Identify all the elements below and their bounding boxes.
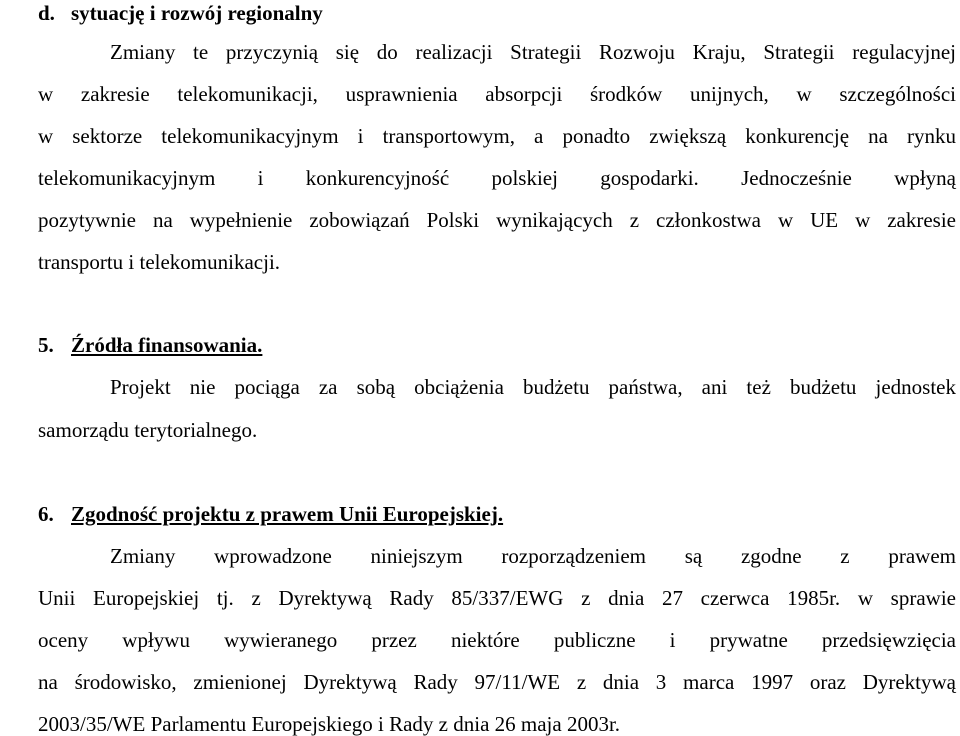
section-5-line-1: Projekt nie pociąga za sobą obciążenia budżetu państwa, ani też budżetu jednostek	[110, 375, 956, 399]
section-d-line-2: w zakresie telekomunikacji, usprawnienia absorpcji środków unijnych, w szczególności	[38, 82, 956, 106]
section-d-line-4: telekomunikacyjnym i konkurencyjność polskiej gospodarki. Jednocześnie wpłyną	[38, 166, 956, 190]
section-d-title: sytuację i rozwój regionalny	[71, 1, 323, 25]
section-6-line-2: Unii Europejskiej tj. z Dyrektywą Rady 85/337/EWG z dnia 27 czerwca 1985r. w sprawie	[38, 586, 956, 610]
section-6-line-5: 2003/35/WE Parlamentu Europejskiego i Rady z dnia 26 maja 2003r.	[38, 712, 621, 736]
section-6-number: 6.	[38, 502, 54, 526]
section-6-heading	[38, 502, 956, 526]
section-6-title: Zgodność projektu z prawem Unii Europejskiej.	[71, 502, 504, 526]
section-d-label: d.	[38, 1, 55, 25]
section-d-line-5: pozytywnie na wypełnienie zobowiązań Polski wynikających z członkostwa w UE w zakresie	[38, 208, 956, 232]
section-d-line-3: w sektorze telekomunikacyjnym i transportowym, a ponadto zwiększą konkurencję na rynku	[38, 124, 956, 148]
section-d-line-6: transportu i telekomunikacji.	[38, 250, 281, 274]
section-6-line-3: oceny wpływu wywieranego przez niektóre publiczne i prywatne przedsięwzięcia	[38, 628, 956, 652]
section-5-heading	[38, 333, 956, 357]
section-6-line-1: Zmiany wprowadzone niniejszym rozporządzeniem są zgodne z prawem	[110, 544, 956, 568]
section-5-title: Źródła finansowania.	[71, 333, 263, 357]
section-d-heading	[38, 1, 956, 25]
section-d-line-1: Zmiany te przyczynią się do realizacji Strategii Rozwoju Kraju, Strategii regulacyjnej	[110, 40, 956, 64]
section-5-number: 5.	[38, 333, 54, 357]
section-6-line-4: na środowisko, zmienionej Dyrektywą Rady 97/11/WE z dnia 3 marca 1997 oraz Dyrektywą	[38, 670, 956, 694]
section-5-line-2: samorządu terytorialnego.	[38, 418, 258, 442]
